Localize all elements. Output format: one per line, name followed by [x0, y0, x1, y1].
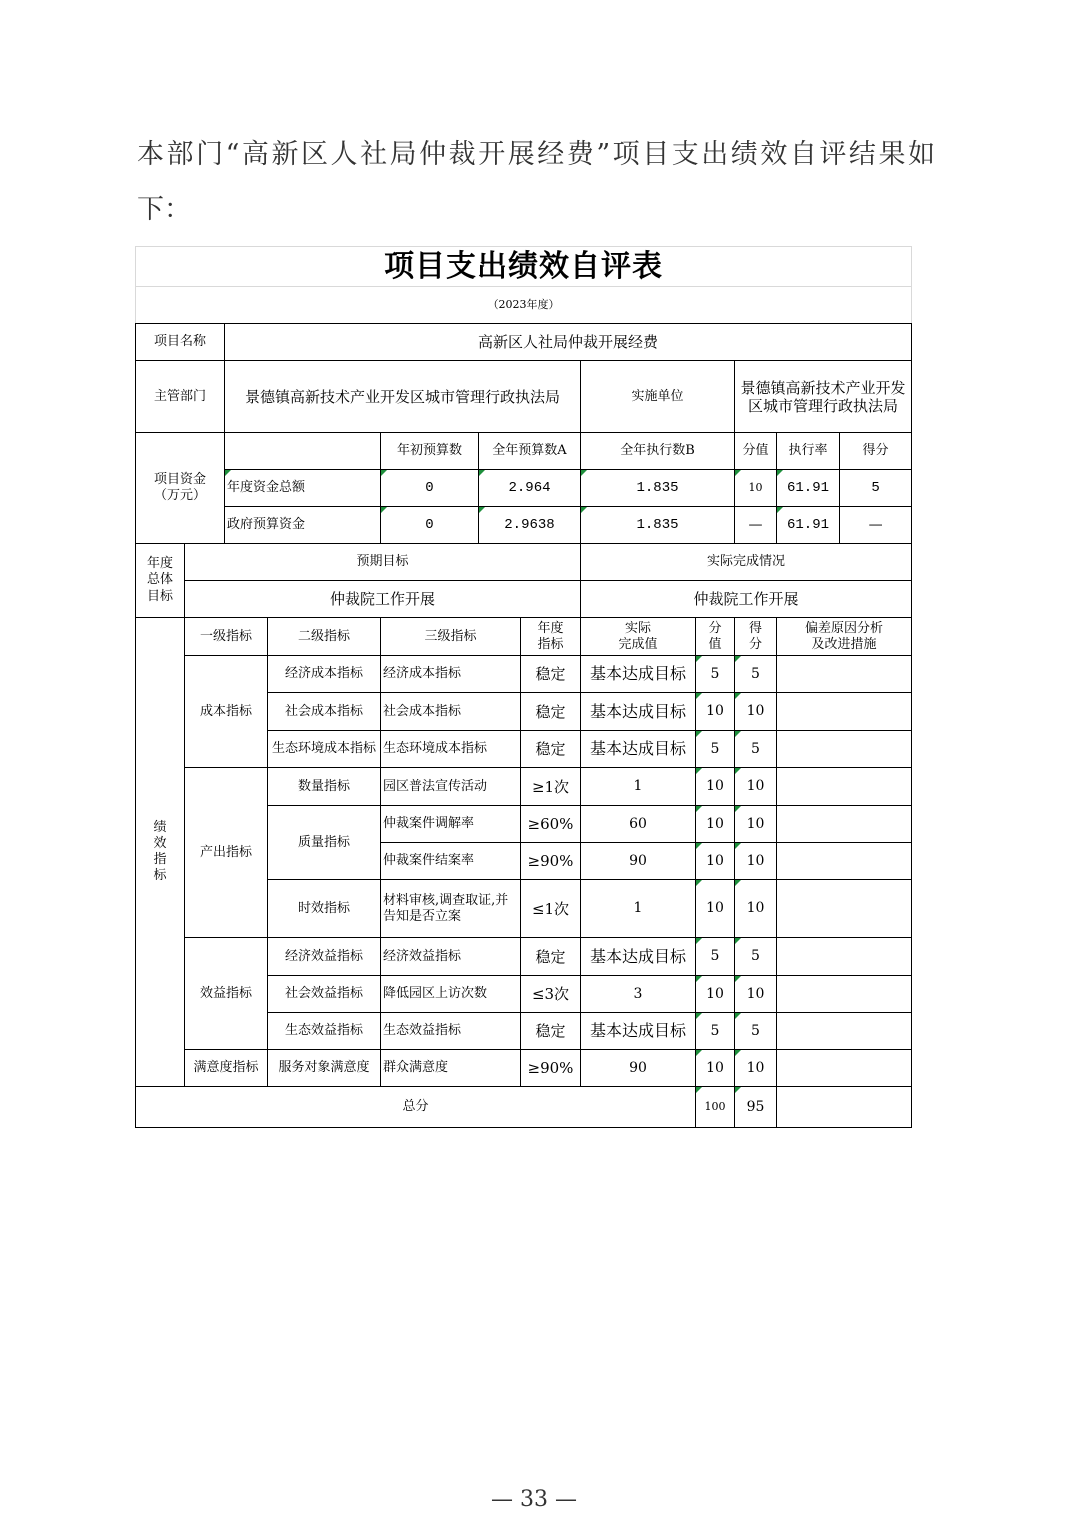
value-cell: 10 [696, 1050, 735, 1087]
funds-annual: 2.9638 [479, 507, 581, 544]
funds-row-name: 政府预算资金 [225, 507, 381, 544]
goals-actual-label: 实际完成情况 [581, 544, 912, 581]
intro-line-1: 本部门“高新区人社局仲裁开展经费”项目支出绩效自评结果如 [137, 139, 935, 170]
level3-cell: 社会成本指标 [381, 693, 521, 731]
project-name-label: 项目名称 [136, 324, 225, 361]
score-cell: 10 [735, 880, 777, 938]
actual-cell: 基本达成目标 [581, 938, 696, 976]
level2-cell: 生态效益指标 [268, 1013, 381, 1050]
impl-value: 景德镇高新技术产业开发 区城市管理行政执法局 [735, 361, 912, 433]
value-cell: 5 [696, 656, 735, 693]
level2-cell: 社会成本指标 [268, 693, 381, 731]
score-cell: 5 [735, 731, 777, 768]
funds-score: — [840, 507, 912, 544]
score-cell: 10 [735, 768, 777, 806]
page-number: — 33 — [491, 1487, 577, 1512]
value-cell: 10 [696, 768, 735, 806]
value-cell: 5 [696, 731, 735, 768]
funds-row [136, 470, 912, 507]
level1-output: 产出指标 [185, 768, 268, 938]
target-cell: 稳定 [521, 938, 581, 976]
goals-header-row [136, 544, 912, 581]
value-cell: 10 [696, 693, 735, 731]
goals-expected-value: 仲裁院工作开展 [185, 581, 581, 618]
target-cell: ≥1次 [521, 768, 581, 806]
target-cell: ≥60% [521, 806, 581, 843]
score-cell: 5 [735, 656, 777, 693]
project-name-value: 高新区人社局仲裁开展经费 [225, 324, 912, 361]
perf-header-row [136, 618, 912, 656]
value-cell: 10 [696, 976, 735, 1013]
score-cell: 10 [735, 1050, 777, 1087]
score-cell: 5 [735, 938, 777, 976]
actual-cell: 60 [581, 806, 696, 843]
level3-cell: 经济成本指标 [381, 656, 521, 693]
intro-line-2: 下： [137, 194, 191, 225]
value-cell: 10 [696, 806, 735, 843]
value-cell: 5 [696, 1013, 735, 1050]
empty-cell [225, 433, 381, 470]
funds-header-score-value: 分值 [735, 433, 777, 470]
level2-cell: 数量指标 [268, 768, 381, 806]
level2-cell: 时效指标 [268, 880, 381, 938]
target-cell: ≥90% [521, 843, 581, 880]
actual-cell: 90 [581, 843, 696, 880]
target-cell: 稳定 [521, 656, 581, 693]
table-row [136, 768, 912, 806]
funds-header-row [136, 433, 912, 470]
impl-label: 实施单位 [581, 361, 735, 433]
level2-cell: 经济效益指标 [268, 938, 381, 976]
funds-annual: 2.964 [479, 470, 581, 507]
perf-header-level3: 三级指标 [381, 618, 521, 656]
score-cell: 5 [735, 1013, 777, 1050]
value-cell: 10 [696, 843, 735, 880]
level2-quality: 质量指标 [268, 806, 381, 880]
total-label: 总分 [136, 1087, 696, 1128]
level3-cell: 生态环境成本指标 [381, 731, 521, 768]
level3-cell: 仲裁案件调解率 [381, 806, 521, 843]
score-cell: 10 [735, 693, 777, 731]
goals-row [136, 581, 912, 618]
funds-score-value: — [735, 507, 777, 544]
funds-row [136, 507, 912, 544]
actual-cell: 1 [581, 880, 696, 938]
actual-cell: 基本达成目标 [581, 731, 696, 768]
funds-header-executed: 全年执行数B [581, 433, 735, 470]
perf-header-deviation: 偏差原因分析 及改进措施 [777, 618, 912, 656]
table-row [136, 938, 912, 976]
actual-cell: 基本达成目标 [581, 1013, 696, 1050]
funds-initial: 0 [381, 470, 479, 507]
funds-header-annual: 全年预算数A [479, 433, 581, 470]
funds-header-initial: 年初预算数 [381, 433, 479, 470]
goals-expected-label: 预期目标 [185, 544, 581, 581]
actual-cell: 3 [581, 976, 696, 1013]
level2-cell: 社会效益指标 [268, 976, 381, 1013]
actual-cell: 90 [581, 1050, 696, 1087]
level3-cell: 生态效益指标 [381, 1013, 521, 1050]
level3-cell: 群众满意度 [381, 1050, 521, 1087]
perf-header-target: 年度 指标 [521, 618, 581, 656]
value-cell: 5 [696, 938, 735, 976]
target-cell: 稳定 [521, 731, 581, 768]
perf-indicators-label: 绩 效 指 标 [136, 618, 185, 1087]
actual-cell: 基本达成目标 [581, 656, 696, 693]
table-title: 项目支出绩效自评表 [136, 247, 912, 287]
funds-score: 5 [840, 470, 912, 507]
level3-cell: 材料审核,调查取证,并 告知是否立案 [381, 880, 521, 938]
table-row [136, 1050, 912, 1087]
deviation-cell [777, 1050, 912, 1087]
funds-score-value: 10 [735, 470, 777, 507]
score-cell: 10 [735, 806, 777, 843]
funds-row-name: 年度资金总额 [225, 470, 381, 507]
level3-cell: 降低园区上访次数 [381, 976, 521, 1013]
funds-rate: 61.91 [777, 470, 840, 507]
funds-label: 项目资金 （万元） [136, 433, 225, 544]
goals-actual-value: 仲裁院工作开展 [581, 581, 912, 618]
perf-header-score: 得 分 [735, 618, 777, 656]
actual-cell: 基本达成目标 [581, 693, 696, 731]
department-row [136, 361, 912, 433]
target-cell: 稳定 [521, 1013, 581, 1050]
deviation-cell [777, 976, 912, 1013]
perf-header-level1: 一级指标 [185, 618, 268, 656]
deviation-cell [777, 656, 912, 693]
perf-header-value: 分 值 [696, 618, 735, 656]
perf-header-actual: 实际 完成值 [581, 618, 696, 656]
table-year: （2023年度） [136, 287, 912, 324]
deviation-cell [777, 938, 912, 976]
funds-header-rate: 执行率 [777, 433, 840, 470]
deviation-cell [777, 1013, 912, 1050]
deviation-cell [777, 880, 912, 938]
table-row [136, 656, 912, 693]
total-score-value: 100 [696, 1087, 735, 1128]
level2-cell: 生态环境成本指标 [268, 731, 381, 768]
dept-value: 景德镇高新技术产业开发区城市管理行政执法局 [225, 361, 581, 433]
level1-cost: 成本指标 [185, 656, 268, 768]
perf-header-level2: 二级指标 [268, 618, 381, 656]
level2-cell: 经济成本指标 [268, 656, 381, 693]
goals-label: 年度 总体 目标 [136, 544, 185, 618]
level3-cell: 仲裁案件结案率 [381, 843, 521, 880]
total-row [136, 1087, 912, 1128]
score-cell: 10 [735, 843, 777, 880]
target-cell: ≤3次 [521, 976, 581, 1013]
project-name-row [136, 324, 912, 361]
funds-executed: 1.835 [581, 470, 735, 507]
level1-satisfaction: 满意度指标 [185, 1050, 268, 1087]
level1-benefit: 效益指标 [185, 938, 268, 1050]
title-row [136, 247, 912, 287]
target-cell: ≤1次 [521, 880, 581, 938]
deviation-cell [777, 843, 912, 880]
score-cell: 10 [735, 976, 777, 1013]
target-cell: 稳定 [521, 693, 581, 731]
funds-header-score: 得分 [840, 433, 912, 470]
dept-label: 主管部门 [136, 361, 225, 433]
value-cell: 10 [696, 880, 735, 938]
level3-cell: 经济效益指标 [381, 938, 521, 976]
empty-cell [777, 1087, 912, 1128]
level3-cell: 园区普法宣传活动 [381, 768, 521, 806]
deviation-cell [777, 731, 912, 768]
deviation-cell [777, 806, 912, 843]
deviation-cell [777, 768, 912, 806]
funds-executed: 1.835 [581, 507, 735, 544]
level2-cell: 服务对象满意度 [268, 1050, 381, 1087]
funds-rate: 61.91 [777, 507, 840, 544]
actual-cell: 1 [581, 768, 696, 806]
funds-initial: 0 [381, 507, 479, 544]
target-cell: ≥90% [521, 1050, 581, 1087]
total-score: 95 [735, 1087, 777, 1128]
performance-self-evaluation-table [135, 246, 912, 1128]
year-row [136, 287, 912, 324]
deviation-cell [777, 693, 912, 731]
